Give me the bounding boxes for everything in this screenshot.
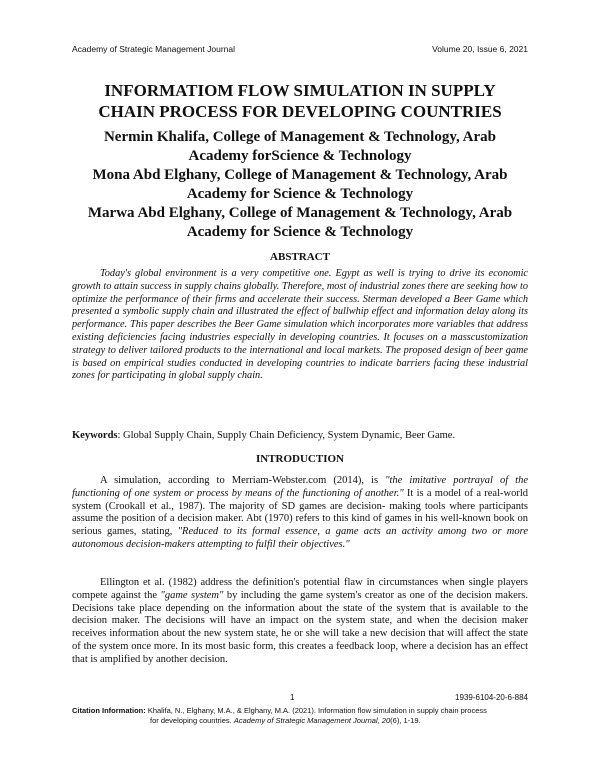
citation-label: Citation Information: — [72, 706, 146, 715]
keywords-label: Keywords — [72, 430, 118, 441]
paper-title — [60, 80, 540, 122]
author-list — [60, 128, 540, 242]
author-line: Academy forScience & Technology — [188, 148, 412, 164]
author-line: Academy for Science & Technology — [186, 224, 414, 240]
title-line-2: CHAIN PROCESS FOR DEVELOPING COUNTRIES — [98, 102, 502, 121]
author-line: Academy for Science & Technology — [186, 186, 414, 202]
author-line: Marwa Abd Elghany, College of Management & Technology, Arab — [87, 205, 513, 221]
keywords-text: : Global Supply Chain, Supply Chain Deficiency, System Dynamic, Beer Game. — [117, 430, 456, 441]
running-header-volume: Volume 20, Issue 6, 2021 — [432, 44, 528, 54]
running-header-journal: Academy of Strategic Management Journal — [72, 44, 236, 54]
keywords — [72, 430, 528, 441]
article-id: 1939-6104-20-6-884 — [455, 693, 528, 702]
author-line: Nermin Khalifa, College of Management & Technology, Arab — [103, 129, 497, 145]
author-line: Mona Abd Elghany, College of Management & Technology, Arab — [92, 167, 508, 183]
citation-information: Citation Information: Khalifa, N., Elghany, M.A., & Elghany, M.A. (2021). Information flow simulation in supply chain process for developing countries. Academy of Strategic Management Journal, 20(6), 1-19. — [72, 706, 487, 725]
page-number: 1 — [290, 693, 295, 702]
abstract-text: Today's global environment is a very competitive one. Egypt as well is trying to drive its economic growth to attain success in supply chains globally. Therefore, most of industrial zones there are seeking how to optimize the performance of their firms and accelerate their success. Sterman developed a Beer Game which presented a symbolic supply chain and illustrated the effect of bullwhip effect and information delay along its performance. This paper describes the Beer Game simulation which incorporates more variables that address existing deficiencies facing industries especially in developing countries. It focuses on a masscustomization strategy to deliver tailored products to the international and local markets. The proposed design of beer game is based on empirical studies conducted in developing countries to indicate barriers facing these industrial zones for participating in global supply chain. — [72, 268, 528, 382]
intro-paragraph-2: Ellington et al. (1982) address the definition's potential flaw in circumstances when single players compete against the "game system" by including the game system's creator as one of the decision makers. Decisions take place depending on the information about the state of the system that is available to the decision maker. The decisions will have an impact on the system state, and when the decision maker receives information about the new system state, he or she will take a new decision that will affect the state of the system once more. In its most basic form, this creates a feedback loop, where a decision has an effect that is amplified by another decision. — [72, 577, 528, 665]
intro-paragraph-1: A simulation, according to Merriam-Webster.com (2014), is "the imitative portrayal of the functioning of one system or process by means of the functioning of another." It is a model of a real-world system (Crookall et al., 1987). The majority of SD games are decision- making tools where participants assume the position of a decision maker. Abt (1970) refers to this kind of games in his well-known book on serious games, stating, "Reduced to its formal essence, a game acts an activity among two or more autonomous decision-makers attempting to fulfil their objectives." — [72, 475, 529, 550]
title-line-1: INFORMATIOM FLOW SIMULATION IN SUPPLY — [104, 81, 496, 100]
abstract-heading: ABSTRACT — [270, 251, 330, 263]
citation-text: Khalifa, N., Elghany, M.A., & Elghany, M.A. (2021). Information flow simulation in supply chain process — [145, 706, 487, 715]
introduction-heading: INTRODUCTION — [255, 453, 344, 465]
